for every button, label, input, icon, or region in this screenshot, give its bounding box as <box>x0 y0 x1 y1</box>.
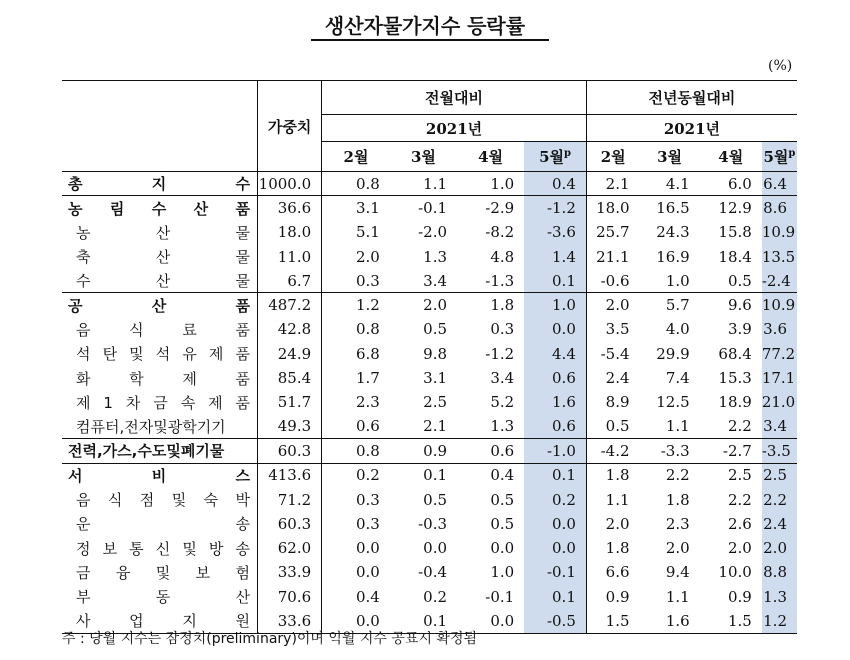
row-label: 서 비 스 <box>68 466 251 485</box>
mom-value: 1.1 <box>390 172 457 196</box>
mom-value: 0.5 <box>490 490 515 509</box>
mom-value: 0.6 <box>355 417 380 436</box>
weight-cell: 24.9 <box>258 342 322 366</box>
yoy-value: 2.4 <box>762 512 797 536</box>
mom-month-header <box>322 142 390 172</box>
mom-value: -0.1 <box>485 587 515 606</box>
table-row <box>62 293 797 317</box>
table-row <box>62 244 797 268</box>
mom-value: 0.2 <box>322 463 390 487</box>
mom-value: 0.1 <box>524 269 586 293</box>
row-label-cell <box>62 269 258 293</box>
yoy-value: 10.9 <box>762 220 797 244</box>
yoy-value: 0.9 <box>605 587 630 606</box>
row-label: 정 보 통 신 및 방 송 <box>76 539 251 558</box>
yoy-value: 17.1 <box>762 366 797 390</box>
table-row <box>62 342 797 366</box>
yoy-value: -2.7 <box>700 439 762 463</box>
row-label-cell <box>62 366 258 390</box>
yoy-value: -2.4 <box>762 269 797 293</box>
weight-cell: 51.7 <box>258 390 322 414</box>
mom-value: 0.0 <box>524 512 586 536</box>
yoy-value: 4.1 <box>640 172 700 196</box>
yoy-value: 9.6 <box>700 293 762 317</box>
mom-value: 0.0 <box>490 539 515 558</box>
mom-value: 1.6 <box>524 390 586 414</box>
mom-value: 3.1 <box>322 196 390 220</box>
weight-cell: 60.3 <box>258 439 322 463</box>
month-label: 2월 <box>600 148 626 166</box>
mom-value: -1.2 <box>524 196 586 220</box>
yoy-value: 0.5 <box>605 417 630 436</box>
mom-value: 0.0 <box>423 539 448 558</box>
yoy-value: 77.2 <box>762 342 797 366</box>
row-label-cell <box>62 463 258 487</box>
yoy-value: 2.1 <box>586 172 639 196</box>
mom-value: 0.0 <box>355 563 380 582</box>
footnote: 주 : 당월 지수는 잠정치(preliminary)이며 익월 지수 공표시 확정됨 <box>62 631 477 647</box>
yoy-month-header <box>586 142 639 172</box>
table-row <box>62 512 797 536</box>
yoy-value: 68.4 <box>718 344 752 363</box>
yoy-value: 6.4 <box>762 172 797 196</box>
mom-value: 0.9 <box>390 439 457 463</box>
mom-value: -2.9 <box>457 196 524 220</box>
yoy-value: 8.6 <box>762 196 797 220</box>
mom-value: 5.2 <box>490 393 515 412</box>
row-label-cell <box>62 317 258 341</box>
yoy-value: 12.5 <box>656 393 690 412</box>
yoy-value: 3.6 <box>762 317 797 341</box>
mom-value: 6.8 <box>355 344 380 363</box>
table-row <box>62 585 797 609</box>
mom-value: 0.4 <box>355 587 380 606</box>
mom-value: 0.3 <box>355 271 380 290</box>
mom-value: 0.2 <box>423 587 448 606</box>
row-label: 축 산 물 <box>76 248 251 267</box>
row-label-cell <box>62 536 258 560</box>
mom-value: 0.6 <box>524 366 586 390</box>
mom-value: 9.8 <box>423 344 448 363</box>
yoy-value: 25.7 <box>596 223 630 242</box>
mom-value: 2.0 <box>390 293 457 317</box>
row-label: 공 산 품 <box>68 296 251 315</box>
yoy-value: 3.5 <box>605 320 630 339</box>
month-label: 3월 <box>657 148 683 166</box>
mom-value: 0.0 <box>524 536 586 560</box>
month-label: 2월 <box>343 148 369 166</box>
row-label-cell <box>62 439 258 463</box>
yoy-value: 1.5 <box>700 609 762 633</box>
row-label: 제 1 차 금 속 제 품 <box>76 393 251 412</box>
mom-value: 1.0 <box>524 293 586 317</box>
row-label-cell <box>62 220 258 244</box>
weight-cell: 11.0 <box>258 244 322 268</box>
yoy-month-header <box>700 142 762 172</box>
yoy-value: 2.0 <box>586 293 639 317</box>
month-label: 5월 <box>539 148 564 166</box>
yoy-value: 2.0 <box>727 539 752 558</box>
mom-value: 3.4 <box>490 369 515 388</box>
weight-cell: 62.0 <box>258 536 322 560</box>
yoy-header: 전년동월대비 <box>586 81 797 115</box>
row-label-cell <box>62 390 258 414</box>
mom-value: 0.0 <box>355 539 380 558</box>
mom-value: 1.0 <box>490 563 515 582</box>
yoy-value: 13.5 <box>762 244 797 268</box>
mom-value: 0.1 <box>390 463 457 487</box>
row-label-cell <box>62 512 258 536</box>
mom-value: 0.8 <box>322 439 390 463</box>
table-row <box>62 439 797 463</box>
yoy-value: 2.0 <box>605 514 630 533</box>
month-label: 4월 <box>718 148 744 166</box>
yoy-value: 1.3 <box>762 585 797 609</box>
mom-value: 1.2 <box>322 293 390 317</box>
mom-value: -0.4 <box>418 563 448 582</box>
yoy-value: 8.8 <box>762 560 797 584</box>
yoy-value: 10.9 <box>762 293 797 317</box>
yoy-value: 1.8 <box>605 539 630 558</box>
mom-value: 4.4 <box>524 342 586 366</box>
table-row <box>62 317 797 341</box>
weight-cell: 33.9 <box>258 560 322 584</box>
yoy-value: 6.0 <box>700 172 762 196</box>
row-label-cell <box>62 342 258 366</box>
yoy-value: 1.2 <box>762 609 797 633</box>
mom-value: -1.0 <box>524 439 586 463</box>
mom-month-header <box>457 142 524 172</box>
yoy-value: 1.1 <box>665 587 690 606</box>
yoy-value: 1.8 <box>586 463 639 487</box>
yoy-value: 6.6 <box>605 563 630 582</box>
mom-value: 0.3 <box>355 514 380 533</box>
yoy-year-header: 2021년 <box>586 115 797 142</box>
yoy-value: 3.9 <box>727 320 752 339</box>
table-row <box>62 390 797 414</box>
row-label: 총 지 수 <box>68 175 251 194</box>
mom-value: 0.4 <box>524 172 586 196</box>
row-label: 농 산 물 <box>76 223 251 242</box>
weight-cell: 85.4 <box>258 366 322 390</box>
yoy-value: 15.8 <box>718 223 752 242</box>
row-label-cell <box>62 196 258 220</box>
table-row <box>62 269 797 293</box>
yoy-value: 2.2 <box>727 490 752 509</box>
mom-value: 4.8 <box>490 247 515 266</box>
weight-cell: 413.6 <box>258 463 322 487</box>
mom-value: 0.1 <box>390 609 457 633</box>
yoy-value: 4.0 <box>665 320 690 339</box>
weight-cell: 33.6 <box>258 609 322 633</box>
weight-cell: 6.7 <box>258 269 322 293</box>
yoy-value: 18.0 <box>586 196 639 220</box>
row-label: 농 림 수 산 품 <box>68 199 251 218</box>
mom-value: 0.1 <box>524 585 586 609</box>
row-label-cell <box>62 244 258 268</box>
row-label-cell <box>62 585 258 609</box>
yoy-value: 21.1 <box>596 247 630 266</box>
row-label: 전력,가스,수도및폐기물 <box>68 442 225 461</box>
yoy-value: 1.0 <box>665 271 690 290</box>
yoy-value: -0.6 <box>600 271 630 290</box>
mom-value: 0.4 <box>457 463 524 487</box>
yoy-value: 21.0 <box>762 390 797 414</box>
table-row <box>62 196 797 220</box>
row-label: 석 탄 및 석 유 제 품 <box>76 345 251 364</box>
yoy-value: 1.8 <box>665 490 690 509</box>
row-label: 컴퓨터,전자및광학기기 <box>76 417 226 436</box>
page-title: 생산자물가지수 등락률 <box>324 14 526 38</box>
yoy-value: 1.5 <box>586 609 639 633</box>
mom-year-header: 2021년 <box>322 115 587 142</box>
mom-value: 2.3 <box>355 393 380 412</box>
weight-cell: 49.3 <box>258 414 322 438</box>
mom-value: 2.0 <box>355 247 380 266</box>
mom-value: 1.8 <box>457 293 524 317</box>
table-row <box>62 536 797 560</box>
mom-value: 0.0 <box>322 609 390 633</box>
mom-value: 0.6 <box>457 439 524 463</box>
month-label: 5월 <box>763 148 789 166</box>
row-label: 음 식 료 품 <box>76 320 251 339</box>
yoy-value: 15.3 <box>718 369 752 388</box>
yoy-value: 2.5 <box>700 463 762 487</box>
yoy-value: 29.9 <box>656 344 690 363</box>
yoy-value: 2.6 <box>727 514 752 533</box>
table-row <box>62 560 797 584</box>
yoy-value: 16.9 <box>656 247 690 266</box>
row-label: 화 학 제 품 <box>76 369 251 388</box>
mom-value: -2.0 <box>418 223 448 242</box>
mom-value: -8.2 <box>485 223 515 242</box>
mom-value: 2.5 <box>423 393 448 412</box>
mom-value: -0.5 <box>524 609 586 633</box>
yoy-value: -3.3 <box>640 439 700 463</box>
yoy-value: 2.2 <box>640 463 700 487</box>
preliminary-mark: p <box>788 148 796 159</box>
row-label: 음 식 점 및 숙 박 <box>76 491 251 509</box>
table-row <box>62 487 797 511</box>
row-label-cell <box>62 293 258 317</box>
mom-value: 1.3 <box>490 417 515 436</box>
mom-value: -1.3 <box>485 271 515 290</box>
mom-value: 2.1 <box>423 417 448 436</box>
mom-value: 0.0 <box>524 317 586 341</box>
row-label: 부 동 산 <box>76 588 251 607</box>
mom-value: 3.4 <box>423 271 448 290</box>
yoy-value: 3.4 <box>762 414 797 438</box>
mom-value: -3.6 <box>524 220 586 244</box>
yoy-value: 12.9 <box>700 196 762 220</box>
yoy-month-header <box>762 142 797 172</box>
table-row <box>62 172 797 196</box>
yoy-value: 5.7 <box>640 293 700 317</box>
mom-value: 0.1 <box>524 463 586 487</box>
yoy-value: 2.2 <box>727 417 752 436</box>
mom-value: 1.0 <box>457 172 524 196</box>
weight-cell: 60.3 <box>258 512 322 536</box>
mom-value: 0.8 <box>322 172 390 196</box>
row-label-cell <box>62 414 258 438</box>
weight-cell: 42.8 <box>258 317 322 341</box>
yoy-value: 16.5 <box>640 196 700 220</box>
preliminary-mark: p <box>564 148 571 159</box>
yoy-value: 2.0 <box>762 536 797 560</box>
month-label: 4월 <box>478 148 504 166</box>
mom-value: -0.1 <box>524 560 586 584</box>
yoy-value: -5.4 <box>600 344 630 363</box>
yoy-value: 2.3 <box>665 514 690 533</box>
yoy-value: 2.2 <box>762 487 797 511</box>
row-label-cell <box>62 487 258 511</box>
weight-cell: 18.0 <box>258 220 322 244</box>
yoy-value: 18.4 <box>718 247 752 266</box>
mom-value: 0.8 <box>355 320 380 339</box>
yoy-value: 8.9 <box>605 393 630 412</box>
weight-cell: 487.2 <box>258 293 322 317</box>
yoy-value: 24.3 <box>656 223 690 242</box>
yoy-month-header <box>640 142 700 172</box>
yoy-value: 2.5 <box>762 463 797 487</box>
table-row <box>62 463 797 487</box>
mom-value: 0.5 <box>490 514 515 533</box>
month-label: 3월 <box>410 148 436 166</box>
weight-cell: 36.6 <box>258 196 322 220</box>
yoy-value: 1.6 <box>640 609 700 633</box>
weight-header: 가중치 <box>258 81 322 172</box>
row-label: 금 융 및 보 험 <box>76 563 251 582</box>
weight-cell: 70.6 <box>258 585 322 609</box>
yoy-value: 2.0 <box>665 539 690 558</box>
table-row <box>62 366 797 390</box>
mom-value: 1.7 <box>355 369 380 388</box>
mom-value: 0.3 <box>490 320 515 339</box>
mom-value: 0.3 <box>355 490 380 509</box>
row-label-cell <box>62 172 258 196</box>
yoy-value: -4.2 <box>586 439 639 463</box>
label-header <box>62 81 258 172</box>
yoy-value: 7.4 <box>665 369 690 388</box>
mom-value: 1.3 <box>423 247 448 266</box>
row-label: 사 업 지 원 <box>76 612 251 631</box>
yoy-value: 1.1 <box>665 417 690 436</box>
mom-value: -1.2 <box>485 344 515 363</box>
mom-header: 전월대비 <box>322 81 587 115</box>
yoy-value: 10.0 <box>718 563 752 582</box>
mom-value: 0.2 <box>524 487 586 511</box>
table-row <box>62 414 797 438</box>
table-row <box>62 220 797 244</box>
mom-month-header <box>524 142 586 172</box>
mom-value: -0.3 <box>418 514 448 533</box>
mom-value: -0.1 <box>390 196 457 220</box>
mom-value: 0.6 <box>524 414 586 438</box>
yoy-value: -3.5 <box>762 439 797 463</box>
yoy-value: 18.9 <box>718 393 752 412</box>
mom-value: 3.1 <box>423 369 448 388</box>
yoy-value: 0.5 <box>727 271 752 290</box>
row-label: 수 산 물 <box>76 272 251 291</box>
mom-value: 5.1 <box>355 223 380 242</box>
mom-value: 0.5 <box>423 490 448 509</box>
yoy-value: 2.4 <box>605 369 630 388</box>
unit-label: (%) <box>768 58 793 74</box>
row-label-cell <box>62 560 258 584</box>
ppi-table <box>62 80 797 634</box>
yoy-value: 1.1 <box>605 490 630 509</box>
weight-cell: 1000.0 <box>258 172 322 196</box>
yoy-value: 9.4 <box>665 563 690 582</box>
weight-cell: 71.2 <box>258 487 322 511</box>
mom-value: 0.5 <box>423 320 448 339</box>
title-underline <box>311 39 549 41</box>
row-label: 운 송 <box>76 515 251 534</box>
mom-month-header <box>390 142 457 172</box>
yoy-value: 0.9 <box>727 587 752 606</box>
mom-value: 1.4 <box>524 244 586 268</box>
mom-value: 0.0 <box>457 609 524 633</box>
